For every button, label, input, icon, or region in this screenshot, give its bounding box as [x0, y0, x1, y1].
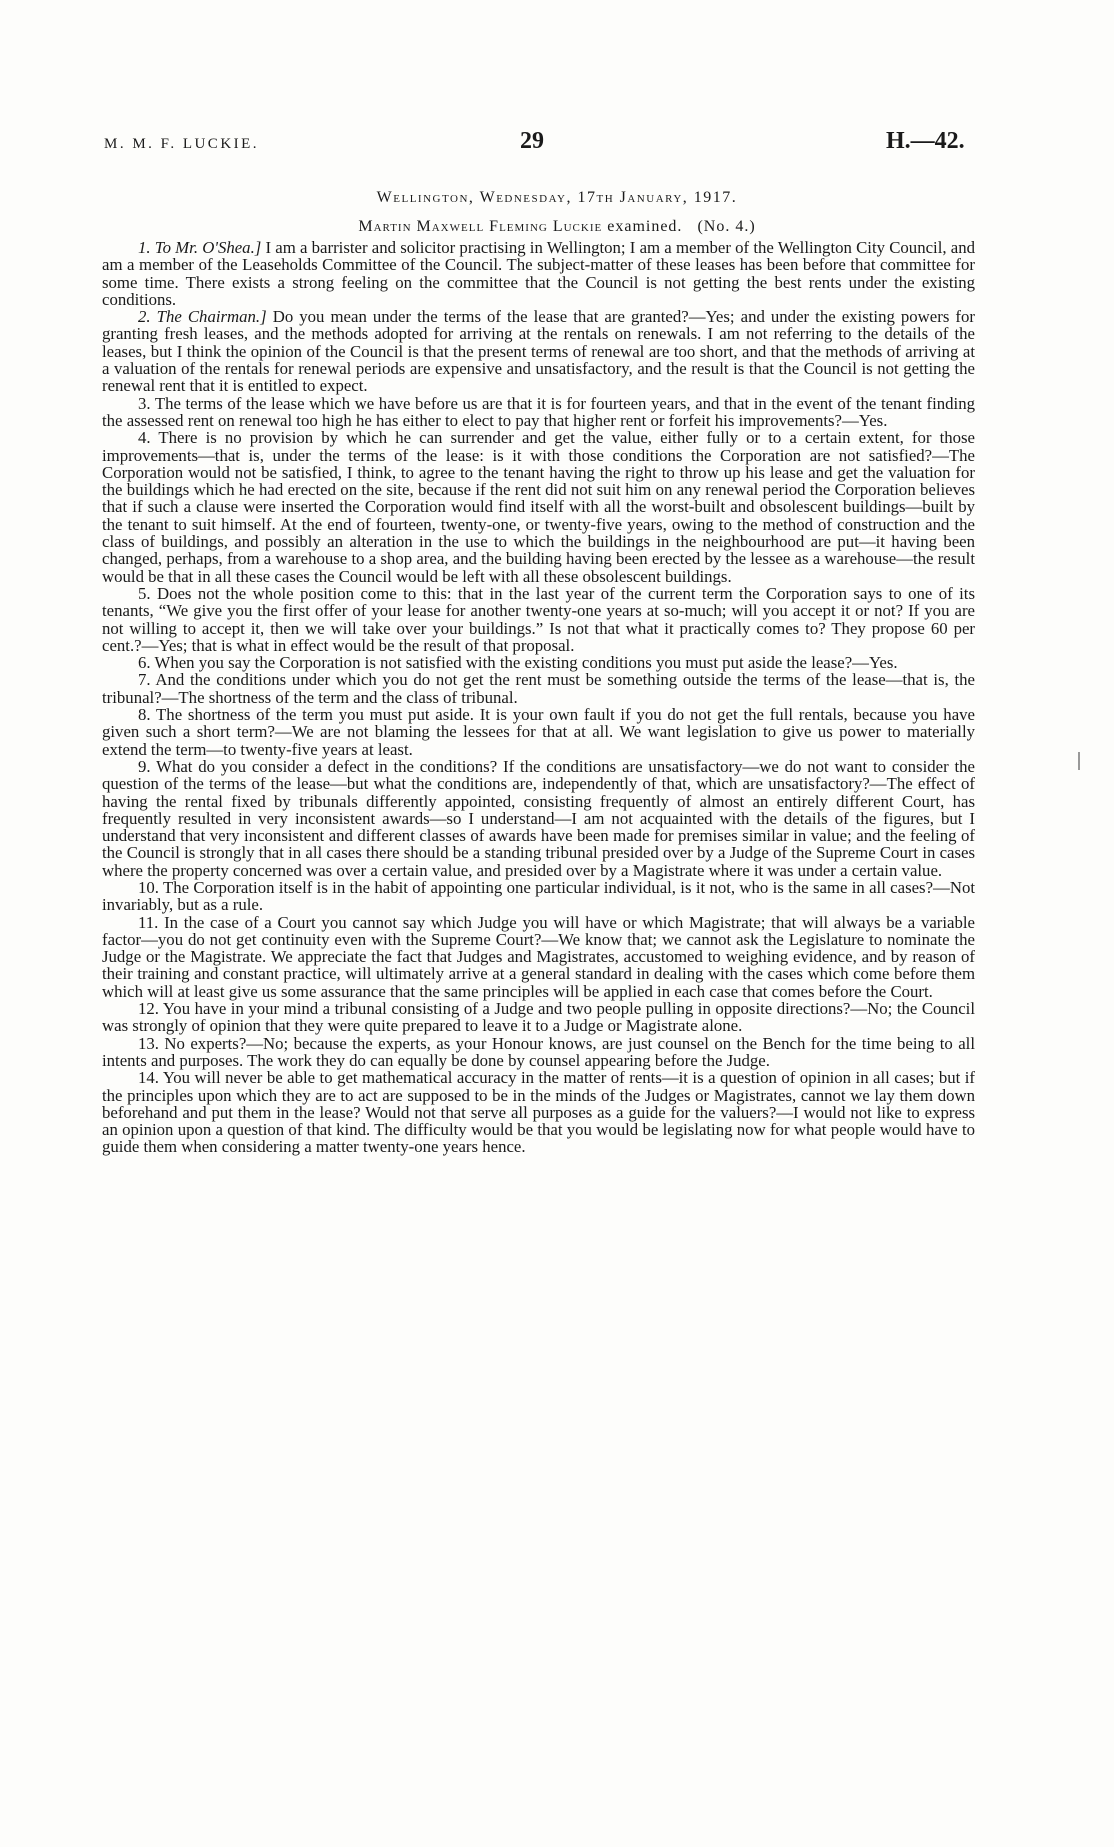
question-paragraph	[102, 654, 975, 671]
paragraph-text: 8. The shortness of the term you must put aside. It is your own fault if you do not get the full rentals, because you have given such a short term?—We are not blaming the lessees for that at all. We want legislation to give us power to materially extend the term—to twenty-five years at least.	[102, 705, 975, 759]
evidence-body	[102, 239, 975, 1156]
question-paragraph	[102, 879, 975, 914]
paragraph-text: 10. The Corporation itself is in the habit of appointing one particular individual, is it not, who is the same in all cases?—Not invariably, but as a rule.	[102, 877, 975, 915]
witness-status: examined.	[607, 218, 683, 235]
question-paragraph	[102, 239, 975, 308]
witness-name: Martin Maxwell Fleming Luckie	[358, 218, 603, 235]
document-code: H.—42.	[886, 128, 965, 154]
question-paragraph	[102, 585, 975, 654]
paragraph-text: 11. In the case of a Court you cannot say which Judge you will have or which Magistrate; that will always be a variable factor—you do not get continuity even with the Supreme Court?—We know that; we cannot ask the Legislature to nominate the Judge or the Magistrate. We appreciate the fact that Judges and Magistrates, accustomed to weighing evidence, and by reason of their training and constant practice, will ultimately arrive at a general standard in dealing with the cases which come before them which will at least give us some assurance that the same principles will be applied in each case that comes before the Court.	[102, 912, 975, 1001]
paragraph-text: 13. No experts?—No; because the experts, as your Honour knows, are just counsel on the Bench for the time being to all intents and purposes. The work they do can equally be done by counsel appearing before the Judge.	[102, 1033, 975, 1070]
question-paragraph	[102, 914, 975, 1000]
witness-heading	[0, 218, 1114, 236]
addressee: 2. The Chairman.]	[138, 307, 267, 327]
question-paragraph	[102, 706, 975, 758]
question-paragraph	[102, 429, 975, 585]
question-paragraph	[102, 1000, 975, 1035]
paragraph-text: 5. Does not the whole position come to this: that in the last year of the current term the Corporation says to one of its tenants, “We give you the first offer of your lease for another twenty-one years at so-much; will you accept it or not? If you are not willing to accept it, then we will take over your buildings.” Is not that what it practically comes to? They propose 60 per cent.?—Yes; that is what in effect would be the result of that proposal.	[102, 583, 975, 655]
running-header-witness: M. M. F. LUCKIE.	[104, 136, 260, 152]
witness-number: (No. 4.)	[697, 218, 756, 235]
paragraph-text: 4. There is no provision by which he can surrender and get the value, either fully or to a certain extent, for those improvements—that is, under the terms of the lease: is it with those conditions the Corporation are not satisfied?—The Corporation would not be satisfied, I think, to agree to the tenant having the right to throw up his lease and get the valuation for the buildings which he had erected on the site, because if the rent did not suit him on any renewal period the Corporation believes that if such a clause were inserted the Corporation would find itself with all the worst-built and obsolescent buildings—built by the tenant to suit himself. At the end of fourteen, twenty-one, or twenty-five years, owing to the method of construction and the class of buildings, and possibly an alteration in the use to which the buildings in the neighbourhood are put—it having been changed, perhaps, from a warehouse to a shop area, and the building having been erected by the lessee as a warehouse—the result would be that in all these cases the Council would be left with all these obsolescent buildings.	[102, 428, 975, 586]
question-paragraph	[102, 395, 975, 430]
paragraph-text: I am a barrister and solicitor practising in Wellington; I am a member of the Wellington City Council, and am a member of the Leaseholds Committee of the Council. The subject-matter of these leases has been before that committee for some time. There exists a strong feeling on the committee that the Council is not getting the best rents under the existing conditions.	[102, 238, 975, 309]
dateline: Wellington, Wednesday, 17th January, 1917.	[376, 189, 738, 206]
question-paragraph	[102, 1035, 975, 1070]
addressee: 1. To Mr. O'Shea.]	[138, 238, 262, 257]
paragraph-text: 7. And the conditions under which you do not get the rent must be something outside the terms of the lease—that is, the tribunal?—The shortness of the term and the class of tribunal.	[102, 670, 975, 707]
paragraph-text: Do you mean under the terms of the lease that are granted?—Yes; and under the existing powers for granting fresh leases, and the methods adopted for arriving at the rentals on renewals. I am not referring to the details of the leases, but I think the opinion of the Council is that the present terms of renewal are too short, and that the methods of arriving at a valuation of the rentals for renewal periods are expensive and unsatisfactory, and the result is that the Council is not getting the renewal rent that it is entitled to expect.	[102, 307, 975, 396]
page-number: 29	[520, 128, 544, 154]
scan-mark	[1078, 752, 1080, 770]
paragraph-text: 9. What do you consider a defect in the conditions? If the conditions are unsatisfactory—we do not want to consider the question of the terms of the lease—but what the conditions are, independently of that, which are unsatisfactory?—The effect of having the rental fixed by tribunals differently appointed, consisting frequently of almost an entirely different Court, has frequently resulted in very inconsistent awards—so I understand—I am not acquainted with the details of the figures, but I understand that very inconsistent and different classes of awards have been made for premises similar in value; and the feeling of the Council is strongly that in all cases there should be a standing tribunal presided over by a Judge of the Supreme Court in cases where the property concerned was over a certain value, and presided over by a Magistrate where it was under a certain value.	[102, 756, 975, 880]
paragraph-text: 6. When you say the Corporation is not satisfied with the existing conditions you must put aside the lease?—Yes.	[138, 653, 898, 673]
paragraph-text: 12. You have in your mind a tribunal consisting of a Judge and two people pulling in opposite directions?—No; the Council was strongly of opinion that they were quite prepared to leave it to a Judge or Magistrate alone.	[102, 999, 975, 1036]
question-paragraph	[102, 758, 975, 879]
question-paragraph	[102, 308, 975, 394]
question-paragraph	[102, 671, 975, 706]
question-paragraph	[102, 1069, 975, 1155]
paragraph-text: 14. You will never be able to get mathematical accuracy in the matter of rents—it is a question of opinion in all cases; but if the principles upon which they are to act are supposed to be in the minds of the Judges or Magistrates, cannot we lay them down beforehand and put them in the lease? Would not that serve all purposes as a guide for the valuers?—I would not like to express an opinion upon a question of that kind. The difficulty would be that you would be legislating now for what people would have to guide them when considering a matter twenty-one years hence.	[102, 1068, 975, 1157]
paragraph-text: 3. The terms of the lease which we have before us are that it is for fourteen years, and that in the event of the tenant finding the assessed rent on renewal too high he has either to elect to pay that higher rent or forfeit his improvements?—Yes.	[102, 393, 975, 430]
